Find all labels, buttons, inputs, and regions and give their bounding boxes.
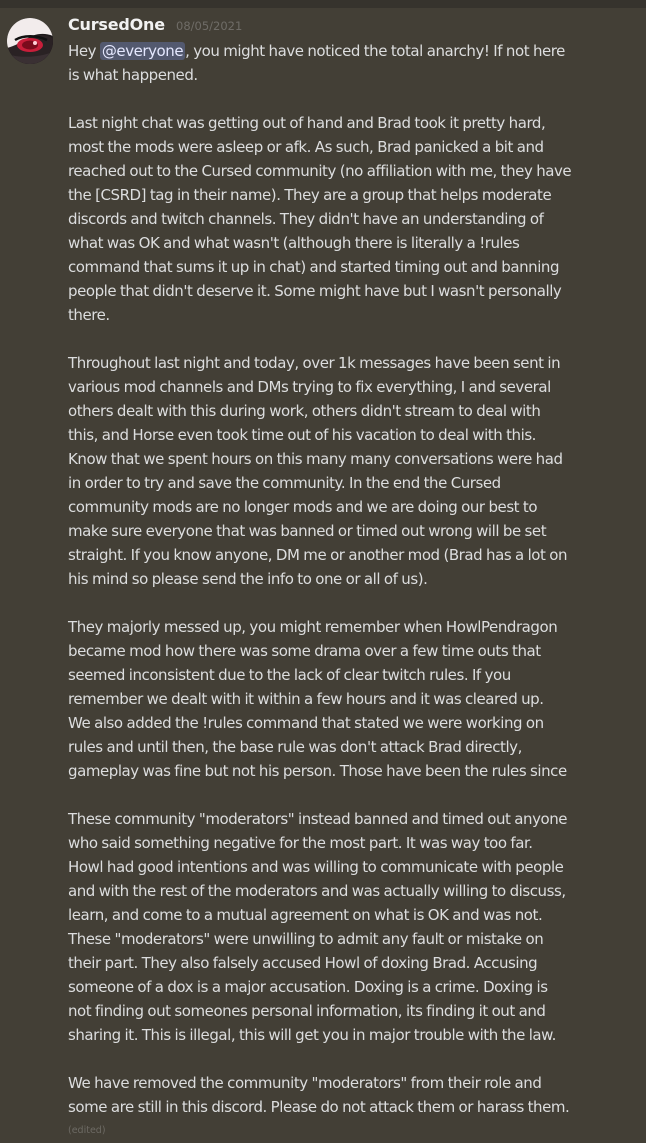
top-divider bbox=[0, 0, 646, 8]
intro-text-rest: , you might have noticed the total anarchy! If not here is what happened. bbox=[68, 42, 565, 84]
message-content bbox=[68, 39, 608, 1143]
timestamp[interactable]: 08/05/2021 bbox=[176, 19, 243, 33]
paragraph: They majorly messed up, you might remember when HowlPendragon became mod how there was some drama over a few time outs that seemed inconsistent due to the lack of clear twitch rules. If you remember we dealt with it within a few hours and it was cleared up. We also added the !rules command that stated we were working on rules and until then, the base rule was don't attack Brad directly, gameplay was fine but not his person. Those have been the rules since bbox=[68, 618, 567, 780]
intro-text: Hey bbox=[68, 42, 100, 60]
paragraph: We have removed the community "moderators" from their role and some are still in this discord. Please do not attack them or harass them. bbox=[68, 1074, 570, 1116]
message-header bbox=[68, 15, 242, 37]
username[interactable]: CursedOne bbox=[68, 15, 165, 34]
intro-paragraph bbox=[68, 39, 608, 87]
edited-label: (edited) bbox=[68, 1125, 106, 1136]
paragraph: These community "moderators" instead banned and timed out anyone who said something negative for the most part. It was way too far. Howl had good intentions and was willing to communicate with people and with the rest of the moderators and was actually willing to discuss, learn, and come to a mutual agreement on what is OK and was not. These "moderators" were unwilling to admit any fault or mistake on their part. They also falsely accused Howl of doxing Brad. Accusing someone of a dox is a major accusation. Doxing is a crime. Doxing is not finding out someones personal information, its finding it out and sharing it. This is illegal, this will get you in major trouble with the law. bbox=[68, 810, 568, 1044]
anime-avatar-icon bbox=[7, 18, 53, 64]
avatar[interactable] bbox=[7, 18, 53, 64]
paragraph: Last night chat was getting out of hand and Brad took it pretty hard, most the mods were asleep or afk. As such, Brad panicked a bit and reached out to the Cursed community (no affiliation with me, they have the [CSRD] tag in their name). They are a group that helps moderate discords and twitch channels. They didn't have an understanding of what was OK and what wasn't (although there is literally a !rules command that sums it up in chat) and started timing out and banning people that didn't deserve it. Some might have but I wasn't personally there. bbox=[68, 114, 572, 324]
paragraph: Throughout last night and today, over 1k messages have been sent in various mod channels and DMs trying to fix everything, I and several others dealt with this during work, others didn't stream to deal with this, and Horse even took time out of his vacation to deal with this. Know that we spent hours on this many many conversations were had in order to try and save the community. In the end the Cursed community mods are no longer mods and we are doing our best to make sure everyone that was banned or timed out wrong will be set straight. If you know anyone, DM me or another mod (Brad has a lot on his mind so please send the info to one or all of us). bbox=[68, 354, 568, 588]
chat-message[interactable] bbox=[0, 8, 646, 1142]
everyone-mention[interactable]: @everyone bbox=[101, 42, 184, 60]
